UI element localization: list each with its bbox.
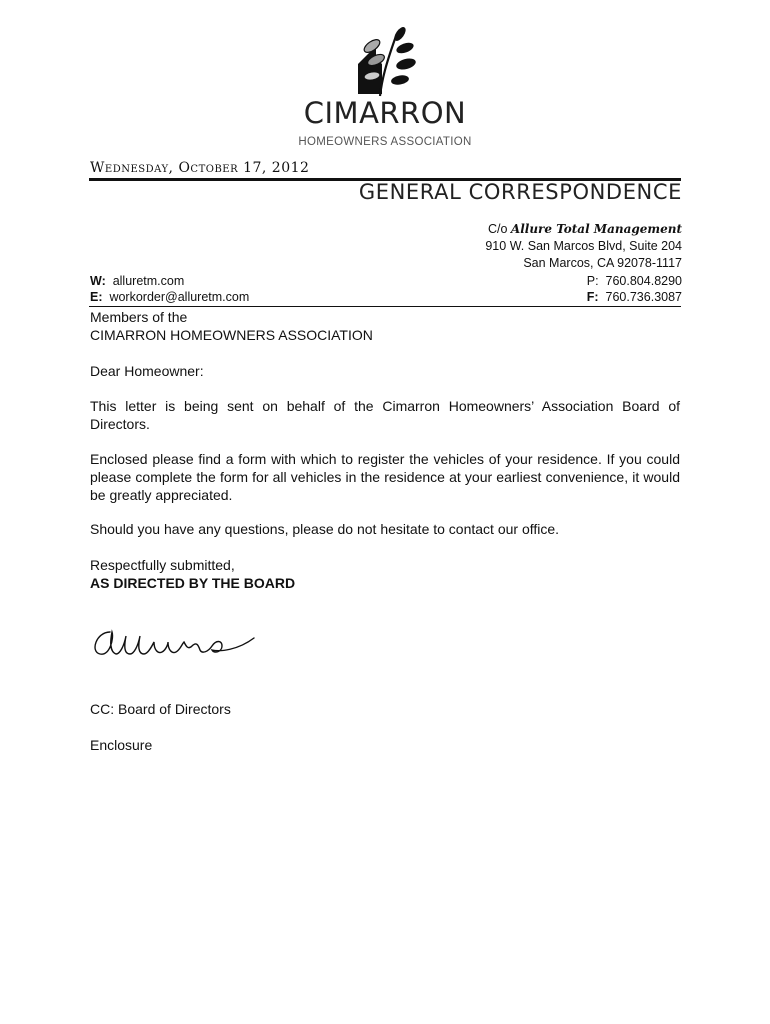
fax-line	[587, 290, 682, 304]
closing: Respectfully submitted,	[90, 557, 235, 573]
address-line-1: 910 W. San Marcos Blvd, Suite 204	[485, 239, 682, 253]
care-of-line	[488, 222, 682, 236]
org-subtitle: HOMEOWNERS ASSOCIATION	[298, 136, 472, 148]
house-with-leaves-logo-icon	[350, 24, 420, 100]
website-label: W:	[90, 274, 106, 288]
enclosure-line: Enclosure	[90, 737, 153, 753]
document-type-title: GENERAL CORRESPONDENCE	[358, 180, 682, 204]
email-label: E:	[90, 290, 103, 304]
salutation: Dear Homeowner:	[90, 363, 204, 379]
letter-date: Wednesday, October 17, 2012	[90, 160, 310, 176]
fax-value: 760.736.3087	[605, 290, 682, 304]
fax-label: F:	[586, 290, 599, 304]
org-name: CIMARRON	[303, 96, 467, 130]
email-line	[90, 290, 249, 304]
website-value: alluretm.com	[112, 274, 185, 288]
website-line	[90, 274, 184, 288]
closing-authority: AS DIRECTED BY THE BOARD	[90, 575, 296, 591]
signature	[88, 616, 288, 666]
management-company-name: Allure Total Management	[510, 222, 682, 236]
phone-line	[587, 274, 682, 288]
contact-divider	[89, 306, 681, 307]
phone-value: 760.804.8290	[605, 274, 682, 288]
phone-label: P:	[586, 274, 599, 288]
recipient-line-2: CIMARRON HOMEOWNERS ASSOCIATION	[90, 327, 373, 343]
recipient-line-1: Members of the	[90, 309, 188, 325]
paragraph-1: This letter is being sent on behalf of the Cimarron Homeowners’ Association Board of Directors.	[90, 398, 680, 432]
cc-line: CC: Board of Directors	[90, 701, 231, 717]
paragraph-3: Should you have any questions, please do not hesitate to contact our office.	[90, 521, 560, 537]
email-value: workorder@alluretm.com	[109, 290, 250, 304]
paragraph-2: Enclosed please find a form with which to register the vehicles of your residence. If you could please complete the form for all vehicles in the residence at your earliest convenience, it would be greatly appreciated.	[90, 451, 680, 503]
care-of-prefix: C/o	[487, 222, 508, 236]
address-line-2: San Marcos, CA 92078-1117	[523, 256, 682, 270]
